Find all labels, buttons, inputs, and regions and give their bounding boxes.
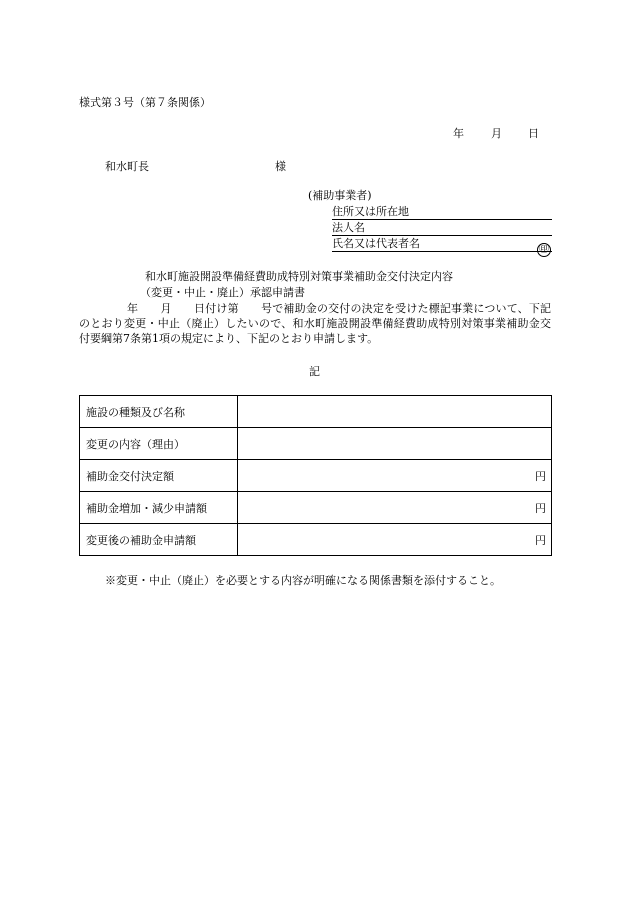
addressee-name: 和水町長 [105,160,149,173]
table-row [80,492,552,524]
table-cell-value[interactable] [238,396,552,428]
date-month: 月 [491,127,502,140]
document-title-line2: （変更・中止・廃止）承認申請書 [140,286,305,299]
table-cell-label: 補助金交付決定額 [80,460,238,492]
applicant-representative-line [332,237,552,252]
applicant-address-label: 住所又は所在地 [332,205,409,218]
date-year: 年 [453,127,464,140]
seal-mark [537,237,551,257]
seal-icon: ㊞ [539,244,549,255]
table-cell-value[interactable]: 円 [238,492,552,524]
table-row [80,460,552,492]
applicant-corporation-line [332,221,552,236]
table-cell-label: 変更後の補助金申請額 [80,524,238,556]
table-cell-label: 変更の内容（理由） [80,428,238,460]
addressee-honorific: 様 [275,160,286,173]
attachment-note: ※変更・中止（廃止）を必要とする内容が明確になる関係書類を添付すること。 [105,574,501,587]
applicant-heading: (補助事業者) [308,189,372,202]
applicant-representative-label: 氏名又は代表者名 [332,237,420,250]
table-row [80,428,552,460]
application-table [79,395,552,556]
ki-mark: 記 [309,365,320,378]
date-day: 日 [528,127,539,140]
table-cell-value[interactable]: 円 [238,460,552,492]
body-text: 年 月 日付け第 号で補助金の交付の決定を受けた標記事業について、下記のとおり変更・中止（廃止）したいので、和水町施設開設準備経費助成特別対策事業補助金交付要綱第7条第1項の規定により、下記のとおり申請します。 [79,302,551,345]
body-paragraph [79,301,551,346]
document-title-line1: 和水町施設開設準備経費助成特別対策事業補助金交付決定内容 [145,270,453,283]
applicant-address-line [332,205,552,220]
form-number: 様式第３号（第７条関係） [79,96,211,109]
table-cell-value[interactable]: 円 [238,524,552,556]
table-row [80,524,552,556]
table-cell-label: 施設の種類及び名称 [80,396,238,428]
table-cell-value[interactable] [238,428,552,460]
table-cell-label: 補助金増加・減少申請額 [80,492,238,524]
table-row [80,396,552,428]
applicant-corporation-label: 法人名 [332,221,365,234]
